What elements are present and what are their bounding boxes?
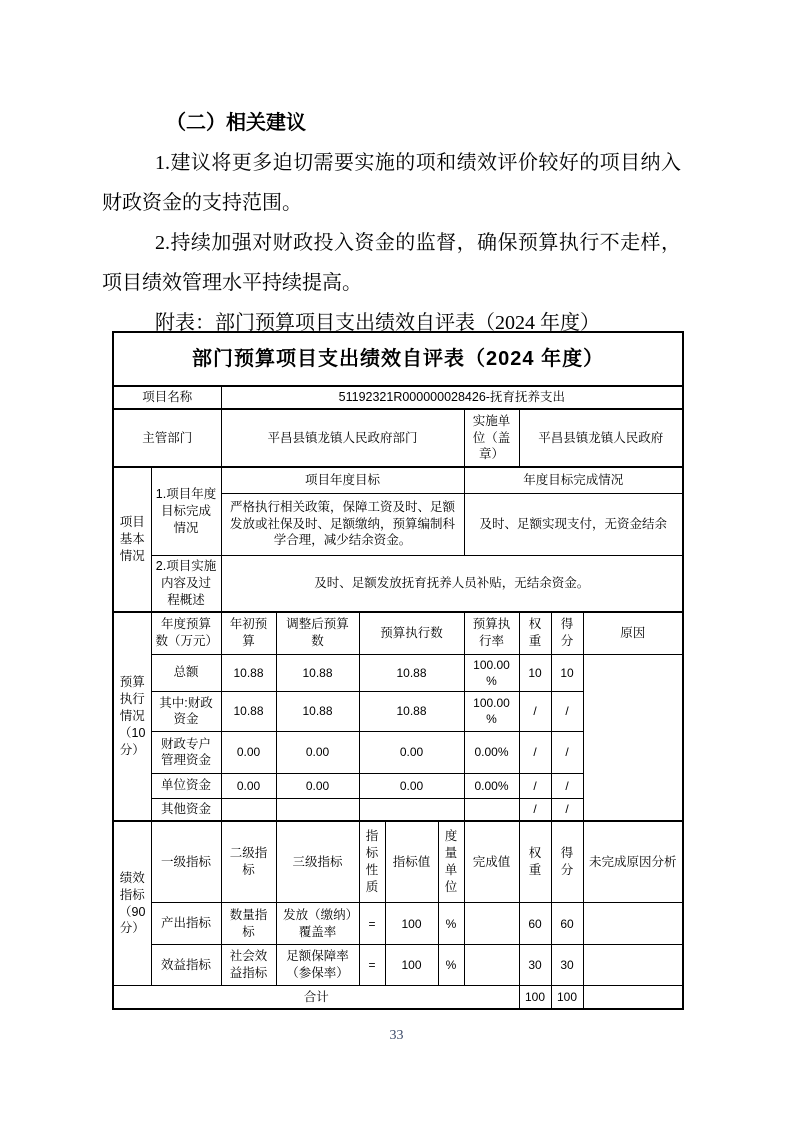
budget-weight-value: 10 <box>519 654 551 691</box>
budget-rate-value: 0.00% <box>464 731 519 773</box>
perf-target-value: 100 <box>385 945 438 986</box>
perf-unit-value: % <box>438 903 464 945</box>
budget-executed-value: 10.88 <box>359 654 464 691</box>
attachment-note: 附表：部门预算项目支出绩效自评表（2024 年度） <box>155 312 600 334</box>
perf-header-level3: 三级指标 <box>276 821 359 903</box>
perf-header-level1: 一级指标 <box>151 821 221 903</box>
perf-header-score: 得分 <box>551 821 583 903</box>
budget-adjusted-value: 10.88 <box>276 691 359 731</box>
total-weight-value: 100 <box>519 986 551 1009</box>
perf-weight-value: 30 <box>519 945 551 986</box>
performance-section-label: 绩效指标（90分） <box>113 821 151 986</box>
perf-level1-value: 效益指标 <box>151 945 221 986</box>
perf-weight-value: 60 <box>519 903 551 945</box>
budget-rate-value: 0.00% <box>464 773 519 798</box>
section-heading: （二）相关建议 <box>166 112 306 134</box>
budget-initial-value: 10.88 <box>221 654 276 691</box>
perf-level3-value: 发放（缴纳）覆盖率 <box>276 903 359 945</box>
total-score-value: 100 <box>551 986 583 1009</box>
implementation-text: 及时、足额发放抚育抚养人员补贴，无结余资金。 <box>221 555 683 612</box>
budget-initial-value <box>221 798 276 820</box>
perf-level2-value: 社会效益指标 <box>221 945 276 986</box>
perf-target-value: 100 <box>385 903 438 945</box>
performance-header-row <box>113 821 683 903</box>
performance-row-output <box>113 903 683 945</box>
body-text <box>102 103 681 343</box>
budget-header-reason: 原因 <box>583 612 683 654</box>
total-label: 合计 <box>113 986 519 1009</box>
budget-weight-value: / <box>519 731 551 773</box>
annual-goal-header: 项目年度目标 <box>221 467 464 493</box>
budget-header-executed: 预算执行数 <box>359 612 464 654</box>
budget-header-adjusted: 调整后预算数 <box>276 612 359 654</box>
perf-header-unit: 度量单位 <box>438 821 464 903</box>
perf-header-level2: 二级指标 <box>221 821 276 903</box>
budget-reason-cell <box>583 654 683 821</box>
total-row <box>113 986 683 1009</box>
perf-score-value: 60 <box>551 903 583 945</box>
perf-nature-value: = <box>359 903 385 945</box>
budget-adjusted-value: 0.00 <box>276 773 359 798</box>
budget-header-rate: 预算执行率 <box>464 612 519 654</box>
project-name-row <box>113 386 683 409</box>
budget-executed-value <box>359 798 464 820</box>
budget-executed-value: 0.00 <box>359 773 464 798</box>
project-name-label: 项目名称 <box>113 386 221 409</box>
budget-initial-value: 0.00 <box>221 731 276 773</box>
perf-reason-value <box>583 903 683 945</box>
perf-reason-value <box>583 945 683 986</box>
perf-level2-value: 数量指标 <box>221 903 276 945</box>
budget-header-row <box>113 612 683 654</box>
budget-rate-value: 100.00% <box>464 654 519 691</box>
budget-row-label: 财政专户管理资金 <box>151 731 221 773</box>
project-name-value: 51192321R000000028426-抚育抚养支出 <box>221 386 683 409</box>
budget-header-weight: 权重 <box>519 612 551 654</box>
paragraph-suggestion-2: 2.持续加强对财政投入资金的监督，确保预算执行不走样，项目绩效管理水平持续提高。 <box>102 232 681 294</box>
budget-rate-value: 100.00% <box>464 691 519 731</box>
perf-header-nature: 指标性质 <box>359 821 385 903</box>
table-title: 部门预算项目支出绩效自评表（2024 年度） <box>113 332 683 386</box>
budget-row-label: 其他资金 <box>151 798 221 820</box>
perf-header-reason: 未完成原因分析 <box>583 821 683 903</box>
basic-info-section-label: 项目基本情况 <box>113 467 151 612</box>
budget-initial-value: 0.00 <box>221 773 276 798</box>
budget-score-value: / <box>551 798 583 820</box>
self-evaluation-table <box>112 331 684 1010</box>
budget-header-category: 年度预算数（万元） <box>151 612 221 654</box>
annual-goal-row-label: 1.项目年度目标完成情况 <box>151 467 221 555</box>
perf-header-actual: 完成值 <box>464 821 519 903</box>
budget-adjusted-value: 10.88 <box>276 654 359 691</box>
budget-weight-value: / <box>519 798 551 820</box>
paragraph-suggestion-1: 1.建议将更多迫切需要实施的项和绩效评价较好的项目纳入财政资金的支持范围。 <box>102 152 681 214</box>
implementation-row-label: 2.项目实施内容及过程概述 <box>151 555 221 612</box>
department-label: 主管部门 <box>113 409 221 467</box>
impl-unit-label: 实施单位（盖章） <box>464 409 519 467</box>
annual-goal-text: 严格执行相关政策，保障工资及时、足额发放或社保及时、足额缴纳，预算编制科学合理，减少结余资金。 <box>221 493 464 555</box>
perf-level1-value: 产出指标 <box>151 903 221 945</box>
budget-row-total <box>113 654 683 691</box>
perf-level3-value: 足额保障率（参保率） <box>276 945 359 986</box>
department-value: 平昌县镇龙镇人民政府部门 <box>221 409 464 467</box>
budget-header-score: 得分 <box>551 612 583 654</box>
budget-score-value: / <box>551 773 583 798</box>
implementation-row <box>113 555 683 612</box>
budget-weight-value: / <box>519 773 551 798</box>
budget-adjusted-value <box>276 798 359 820</box>
perf-actual-value <box>464 945 519 986</box>
budget-row-label: 其中:财政资金 <box>151 691 221 731</box>
total-reason-cell <box>583 986 683 1009</box>
perf-header-weight: 权重 <box>519 821 551 903</box>
department-row <box>113 409 683 467</box>
budget-header-initial: 年初预算 <box>221 612 276 654</box>
perf-unit-value: % <box>438 945 464 986</box>
goal-completion-text: 及时、足额实现支付，无资金结余 <box>464 493 683 555</box>
budget-score-value: / <box>551 731 583 773</box>
page-number: 33 <box>389 1028 404 1043</box>
budget-rate-value <box>464 798 519 820</box>
perf-nature-value: = <box>359 945 385 986</box>
budget-row-label: 总额 <box>151 654 221 691</box>
perf-score-value: 30 <box>551 945 583 986</box>
budget-score-value: / <box>551 691 583 731</box>
budget-initial-value: 10.88 <box>221 691 276 731</box>
budget-weight-value: / <box>519 691 551 731</box>
basic-info-header-row <box>113 467 683 493</box>
performance-row-benefit <box>113 945 683 986</box>
perf-actual-value <box>464 903 519 945</box>
impl-unit-value: 平昌县镇龙镇人民政府 <box>519 409 683 467</box>
perf-header-target: 指标值 <box>385 821 438 903</box>
budget-score-value: 10 <box>551 654 583 691</box>
table-title-row <box>113 332 683 386</box>
budget-executed-value: 0.00 <box>359 731 464 773</box>
budget-adjusted-value: 0.00 <box>276 731 359 773</box>
budget-row-label: 单位资金 <box>151 773 221 798</box>
goal-completion-header: 年度目标完成情况 <box>464 467 683 493</box>
budget-executed-value: 10.88 <box>359 691 464 731</box>
budget-section-label: 预算执行情况（10分） <box>113 612 151 821</box>
